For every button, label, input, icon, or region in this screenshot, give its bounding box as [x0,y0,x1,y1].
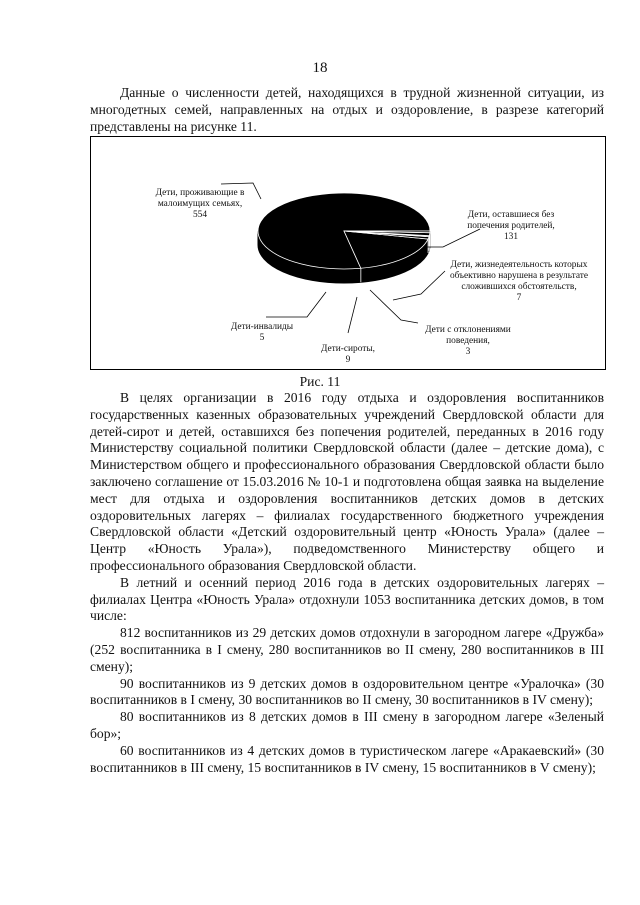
slice-label-orphans: Дети-сироты, 9 [320,344,376,365]
paragraph: 60 воспитанников из 4 детских домов в туристическом лагере «Аракаевский» (30 воспитанников в III смену, 15 воспитанников в IV смену, 15 воспитанников в V смену); [90,742,604,775]
paragraph: В целях организации в 2016 году отдыха и оздоровления воспитанников государственных казенных образовательных учреждений Свердловской области для детей-сирот и детей, оставшихся без попечения родителей, переданных в 2016 году Министерству социальной политики Свердловской области (далее – детские дома), с Министерством общего и профессионального образования Свердловской области было заключено соглашение от 15.03.2016 № 10-1 и подготовлена общая заявка на выделение мест для отдыха и оздоровления воспитанников детских домов в детских оздоровительных лагерях – филиалах государственного бюджетного учреждения Свердловской области «Детский оздоровительный центр «Юность Урала» (далее – Центр «Юность Урала»), подведомственного Министерству общего и профессионального образования Свердловской области. [90,390,604,573]
slice-label-no-parents: Дети, оставшиеся без попечения родителей, 131 [467,210,555,242]
leader-line-4 [348,297,357,333]
paragraph: В летний и осенний период 2016 года в детских оздоровительных лагерях – филиалах Центра «Юность Урала» отдохнули 1053 воспитанника детских домов, в том числе: [90,574,604,624]
paragraph: 80 воспитанников из 8 детских домов в III смену в загородном лагере «Зеленый бор»; [90,709,604,741]
intro-paragraph: Данные о численности детей, находящихся в трудной жизненной ситуации, из многодетных семей, направленных на отдых и оздоровление, в разрезе категорий представлены на рисунке 11. [90,85,604,134]
body-text [90,390,604,776]
slice-label-behavior: Дети с отклонениями поведения, 3 [425,325,511,357]
slice-label-disabled: Дети-инвалиды 5 [230,322,294,343]
paragraph: 812 воспитанников из 29 детских домов отдохнули в загородном лагере «Дружба» (252 воспитанника в I смену, 280 воспитанников во II смену, 280 воспитанников в III смену); [90,625,604,674]
paragraph: 90 воспитанников из 9 детских домов в оздоровительном центре «Уралочка» (30 воспитанников в I смену, 30 воспитанников во II смену, 30 воспитанников в IV смену); [90,675,604,708]
page-number: 18 [312,60,328,76]
figure-caption: Рис. 11 [299,374,341,389]
pie-chart-frame [90,136,606,370]
slice-label-difficult-situation: Дети, жизнедеятельность которых объективно нарушена в результате сложившихся обстоятельств, 7 [449,260,589,303]
slice-label-low-income: Дети, проживающие в малоимущих семьях, 554 [155,188,245,220]
